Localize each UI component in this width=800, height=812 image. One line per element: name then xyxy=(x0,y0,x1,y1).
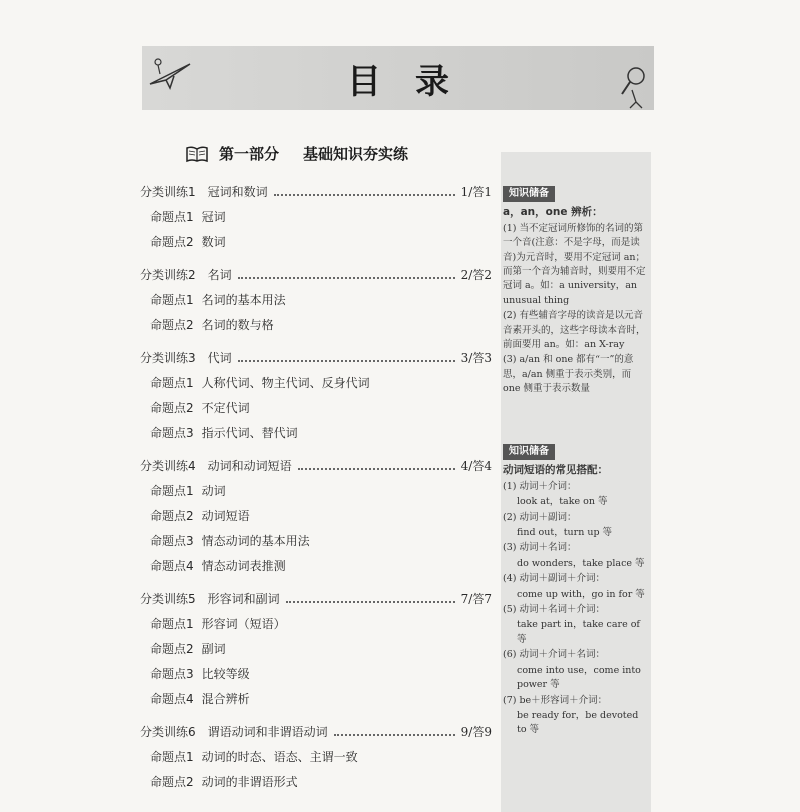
toc-point[interactable] xyxy=(140,687,492,712)
knowledge-heading: 动词短语的常见搭配： xyxy=(503,464,608,477)
toc-point[interactable] xyxy=(140,313,492,338)
part-heading xyxy=(185,143,408,164)
collocation-example: come up with，go in for 等 xyxy=(517,588,645,600)
toc-chapter[interactable] xyxy=(140,263,492,288)
knowledge-text: (3) a/an 和 one 都有“一”的意思，a/an 侧重于表示类别，而 one 侧重于表示数量 xyxy=(503,354,634,395)
knowledge-box-articles xyxy=(503,186,649,398)
collocation-example: do wonders，take place 等 xyxy=(517,557,645,569)
toc-point[interactable] xyxy=(140,770,492,795)
point-label: 命题点3 xyxy=(150,667,194,681)
table-of-contents xyxy=(140,180,492,795)
point-label: 命题点1 xyxy=(150,376,194,390)
chapter-label: 分类训练3 xyxy=(140,351,196,365)
point-title: 名词的数与格 xyxy=(201,318,274,332)
chapter-page: 4/答4 xyxy=(460,459,492,473)
toc-chapter[interactable] xyxy=(140,346,492,371)
chapter-page: 3/答3 xyxy=(460,351,492,365)
collocation-example: come into use，come into power 等 xyxy=(517,664,641,691)
page-title: 目录 xyxy=(347,62,483,102)
toc-point[interactable] xyxy=(140,205,492,230)
chapter-page: 7/答7 xyxy=(460,592,492,606)
chapter-title: 名词 xyxy=(207,268,232,282)
toc-point[interactable] xyxy=(140,612,492,637)
chapter-label: 分类训练1 xyxy=(140,185,196,199)
paper-plane-icon xyxy=(148,54,194,90)
chapter-label: 分类训练6 xyxy=(140,725,196,739)
point-label: 命题点4 xyxy=(150,692,194,706)
toc-point[interactable] xyxy=(140,371,492,396)
chapter-title: 动词和动词短语 xyxy=(207,459,292,473)
point-label: 命题点4 xyxy=(150,559,194,573)
point-title: 比较等级 xyxy=(201,667,250,681)
knowledge-tag: 知识储备 xyxy=(503,444,555,460)
point-title: 混合辨析 xyxy=(201,692,250,706)
point-label: 命题点1 xyxy=(150,617,194,631)
collocation-pattern: (6) 动词＋介词＋名词： xyxy=(503,649,605,661)
toc-point[interactable] xyxy=(140,554,492,579)
chapter-title: 谓语动词和非谓语动词 xyxy=(207,725,328,739)
leader-dots xyxy=(286,600,455,603)
point-title: 情态动词的基本用法 xyxy=(201,534,310,548)
magnifier-figure-icon xyxy=(616,66,650,110)
collocation-pattern: (7) be＋形容词＋介词： xyxy=(503,694,608,706)
point-label: 命题点1 xyxy=(150,750,194,764)
collocation-example: be ready for，be devoted to 等 xyxy=(517,709,639,736)
point-title: 形容词（短语） xyxy=(201,617,286,631)
chapter-page: 2/答2 xyxy=(460,268,492,282)
chapter-label: 分类训练2 xyxy=(140,268,196,282)
point-title: 动词 xyxy=(201,484,226,498)
part-title: 基础知识夯实练 xyxy=(303,145,409,163)
knowledge-box-phrasal-verbs xyxy=(503,444,649,739)
toc-point[interactable] xyxy=(140,504,492,529)
point-title: 冠词 xyxy=(201,210,226,224)
knowledge-heading: a，an，one 辨析： xyxy=(503,206,603,219)
point-label: 命题点2 xyxy=(150,509,194,523)
toc-point[interactable] xyxy=(140,230,492,255)
point-label: 命题点2 xyxy=(150,775,194,789)
collocation-pattern: (2) 动词＋副词： xyxy=(503,511,577,523)
leader-dots xyxy=(274,193,455,196)
point-title: 动词短语 xyxy=(201,509,250,523)
collocation-example: take part in，take care of 等 xyxy=(517,619,640,645)
chapter-title: 形容词和副词 xyxy=(207,592,280,606)
leader-dots xyxy=(334,733,455,736)
collocation-pattern: (5) 动词＋名词＋介词： xyxy=(503,604,605,616)
point-label: 命题点2 xyxy=(150,235,194,249)
title-banner xyxy=(142,46,654,110)
leader-dots xyxy=(238,359,455,362)
toc-chapter[interactable] xyxy=(140,180,492,205)
chapter-label: 分类训练4 xyxy=(140,459,196,473)
knowledge-text: (2) 有些辅音字母的读音是以元音音素开头的，这些字母读本音时，前面要用 an。如：an X-ray xyxy=(503,310,646,351)
toc-point[interactable] xyxy=(140,529,492,554)
book-icon xyxy=(185,145,209,163)
point-label: 命题点1 xyxy=(150,293,194,307)
collocation-pattern: (3) 动词＋名词： xyxy=(503,542,577,554)
chapter-title: 代词 xyxy=(207,351,232,365)
leader-dots xyxy=(238,276,455,279)
toc-point[interactable] xyxy=(140,479,492,504)
collocation-pattern: (1) 动词＋介词： xyxy=(503,480,577,492)
toc-point[interactable] xyxy=(140,396,492,421)
point-label: 命题点2 xyxy=(150,642,194,656)
point-title: 指示代词、替代词 xyxy=(201,426,298,440)
point-title: 人称代词、物主代词、反身代词 xyxy=(201,376,370,390)
collocation-pattern: (4) 动词＋副词＋介词： xyxy=(503,573,605,585)
chapter-page: 1/答1 xyxy=(460,185,492,199)
point-title: 动词的非谓语形式 xyxy=(201,775,298,789)
point-title: 不定代词 xyxy=(201,401,250,415)
point-label: 命题点1 xyxy=(150,210,194,224)
knowledge-text: (1) 当不定冠词所修饰的名词的第一个音(注意：不是字母，而是读音)为元音时，要用不定冠词 an；而第一个音为辅音时，则要用不定冠词 a。如：a university，an unusual thing xyxy=(503,222,646,306)
point-title: 名词的基本用法 xyxy=(201,293,286,307)
chapter-page: 9/答9 xyxy=(460,725,492,739)
collocation-example: look at，take on 等 xyxy=(517,496,608,508)
part-number: 第一部分 xyxy=(219,145,280,163)
collocation-example: find out，turn up 等 xyxy=(517,527,613,539)
toc-chapter[interactable] xyxy=(140,720,492,745)
chapter-label: 分类训练5 xyxy=(140,592,196,606)
leader-dots xyxy=(298,467,455,470)
knowledge-tag: 知识储备 xyxy=(503,186,555,202)
toc-point[interactable] xyxy=(140,288,492,313)
point-label: 命题点2 xyxy=(150,318,194,332)
toc-point[interactable] xyxy=(140,745,492,770)
point-label: 命题点3 xyxy=(150,426,194,440)
point-title: 情态动词表推测 xyxy=(201,559,286,573)
toc-point[interactable] xyxy=(140,662,492,687)
toc-chapter[interactable] xyxy=(140,454,492,479)
chapter-title: 冠词和数词 xyxy=(207,185,268,199)
toc-chapter[interactable] xyxy=(140,587,492,612)
point-title: 数词 xyxy=(201,235,226,249)
toc-point[interactable] xyxy=(140,637,492,662)
point-label: 命题点1 xyxy=(150,484,194,498)
point-label: 命题点2 xyxy=(150,401,194,415)
toc-point[interactable] xyxy=(140,421,492,446)
point-title: 副词 xyxy=(201,642,226,656)
point-label: 命题点3 xyxy=(150,534,194,548)
point-title: 动词的时态、语态、主谓一致 xyxy=(201,750,358,764)
